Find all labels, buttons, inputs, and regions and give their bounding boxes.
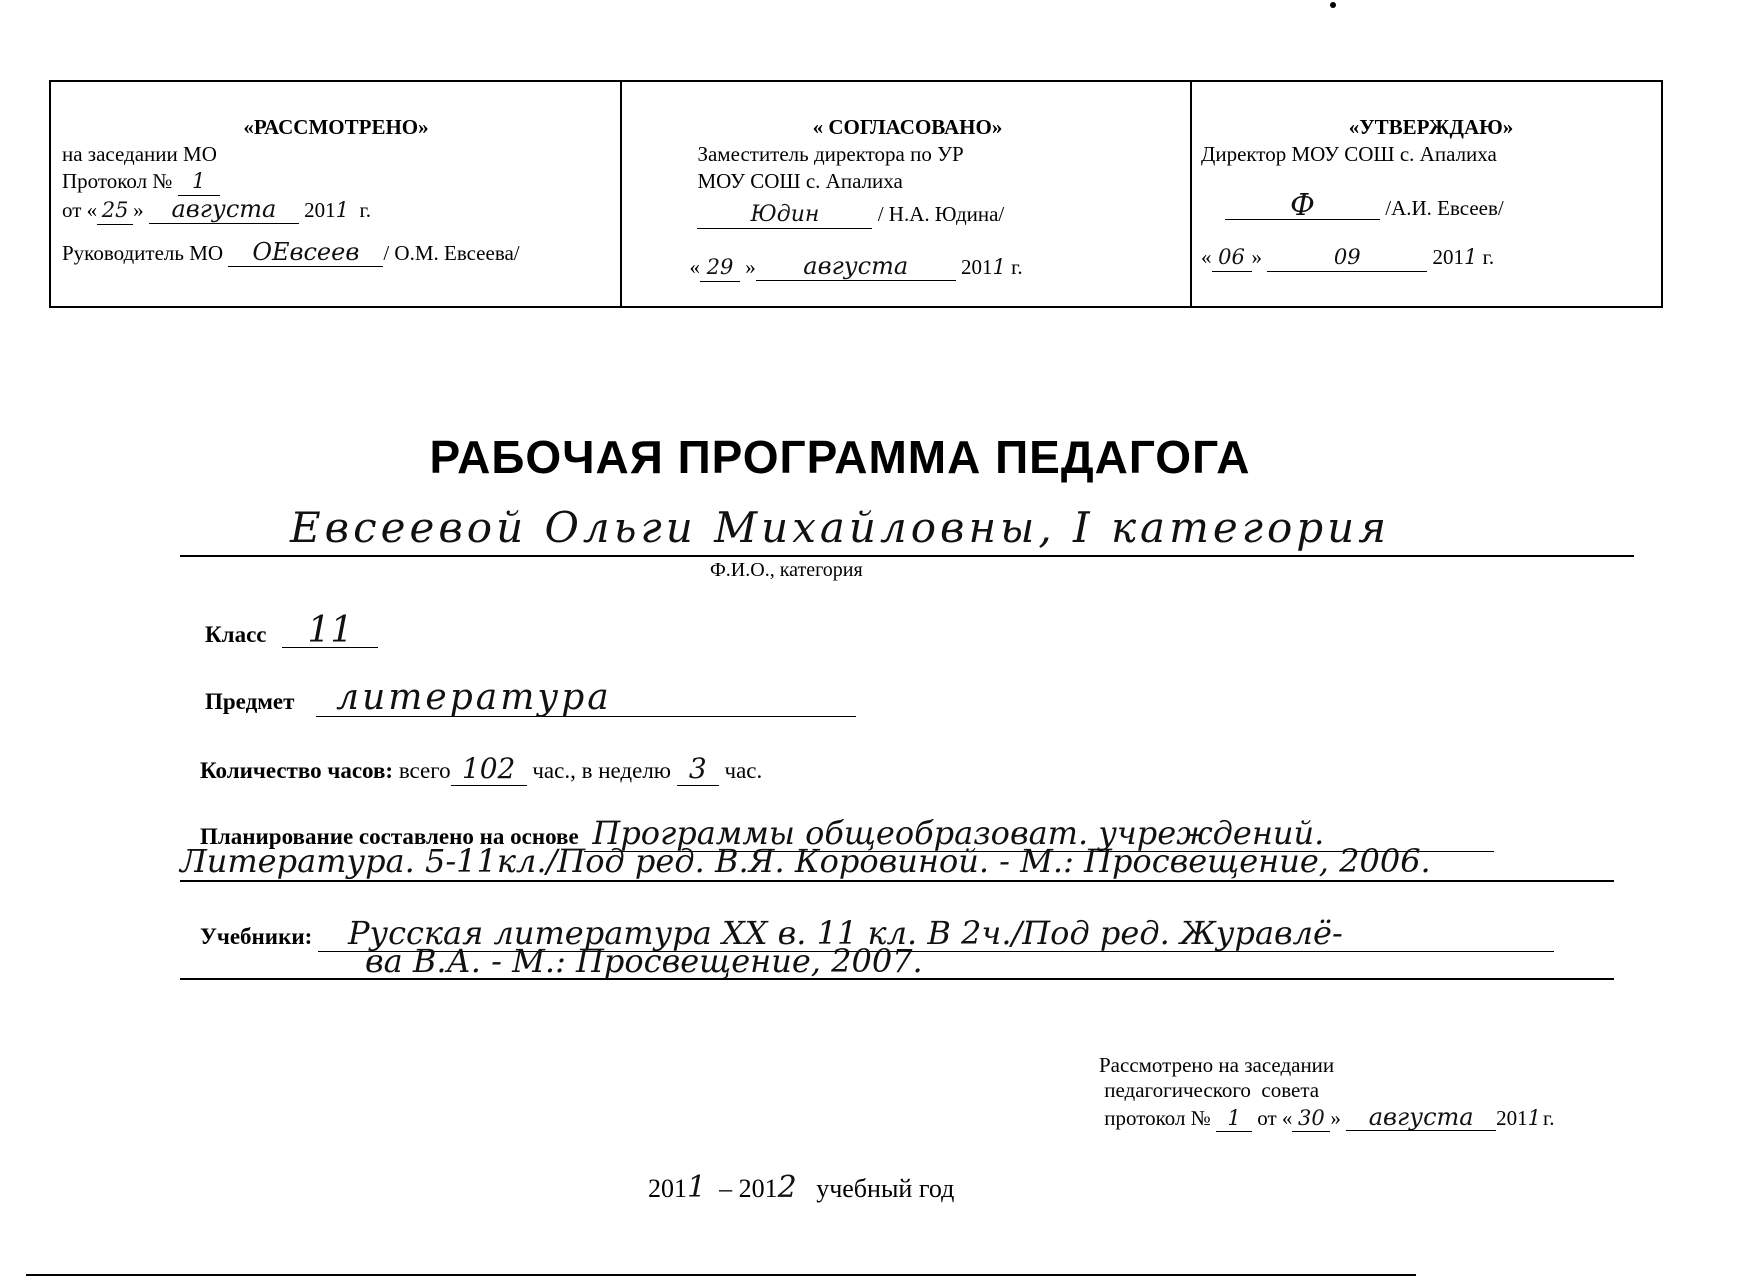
bottom-rule [26, 1274, 1416, 1276]
date-day-close: » [133, 198, 144, 222]
mo-meeting-text: на заседании МО [62, 142, 217, 166]
director-date-open: « [1201, 245, 1212, 269]
agreed-heading: « СОГЛАСОВАНО» [812, 115, 1003, 139]
class-label: Класс [205, 622, 267, 647]
agreed-block [620, 82, 1190, 306]
council-line3 [1099, 1105, 1555, 1132]
school-year [648, 1170, 954, 1205]
year-suffix: учебный год [796, 1174, 955, 1203]
year-dash: – 201 [706, 1174, 778, 1203]
director-signature: Ф [1225, 192, 1380, 220]
approval-table [49, 80, 1663, 308]
class-value: 11 [282, 615, 378, 648]
teacher-name-caption: Ф.И.О., категория [710, 559, 863, 581]
hours-label: Количество часов: [200, 758, 394, 783]
textbooks-line2: ва В.А. - М.: Просвещение, 2007. [180, 942, 1614, 980]
subject-field [205, 677, 856, 718]
council-line2: педагогического совета [1099, 1078, 1320, 1102]
hours-total-value: 102 [451, 752, 527, 786]
hours-total-label: всего [398, 758, 451, 783]
director-date-day-close: » [1251, 245, 1262, 269]
council-line1: Рассмотрено на заседании [1099, 1053, 1335, 1077]
approved-block [1190, 82, 1661, 306]
reviewed-heading: «РАССМОТРЕНО» [243, 115, 429, 139]
council-protocol-number: 1 [1216, 1106, 1252, 1132]
director-date-year-digit: 1 [1464, 245, 1478, 269]
deputy-school: МОУ СОШ с. Апалиха [697, 169, 903, 193]
council-day: 30 [1292, 1106, 1330, 1132]
director-title: Директор МОУ СОШ с. Апалиха [1201, 142, 1497, 166]
director-date-line [1201, 244, 1661, 272]
basis-line2: Литература. 5-11кл./Под ред. В.Я. Коровиной. - М.: Просвещение, 2006. [180, 842, 1614, 882]
date-from-label: от « [62, 198, 98, 222]
date-day: 25 [97, 197, 133, 225]
textbooks-line1: Русская литература XX в. 11 кл. В 2ч./Под ред. Журавлё- [318, 915, 1554, 952]
director-name: /А.И. Евсеев/ [1385, 196, 1504, 220]
hours-total-unit: час., в неделю [532, 758, 671, 783]
protocol-number: 1 [178, 168, 220, 196]
deputy-date-month: августа [756, 253, 956, 281]
deputy-date-year-suffix: г. [1005, 255, 1023, 279]
deputy-date-day: 29 [700, 254, 740, 282]
textbooks-label: Учебники: [200, 924, 313, 949]
date-line [62, 196, 620, 225]
subject-label: Предмет [205, 689, 295, 714]
head-line [62, 239, 620, 267]
director-sign-line [1201, 188, 1661, 223]
scan-dot [1330, 2, 1336, 8]
director-date-day: 06 [1212, 244, 1252, 272]
director-date-year-suffix: г. [1477, 245, 1495, 269]
subject-value: литература [316, 680, 856, 717]
council-month: августа [1346, 1105, 1496, 1131]
council-note [1099, 1053, 1555, 1132]
reviewed-block [51, 82, 620, 306]
date-month: августа [149, 196, 299, 224]
council-day-close: » [1330, 1106, 1341, 1130]
director-date-month: 09 [1267, 244, 1427, 272]
council-from-label: от « [1257, 1106, 1293, 1130]
basis-line1: Программы общеобразоват. учреждений. [584, 815, 1494, 852]
council-year-digit: 1 [1527, 1106, 1542, 1130]
basis-label: Планирование составлено на основе [200, 824, 579, 849]
hours-weekly-unit: час. [724, 758, 763, 783]
deputy-date-year-prefix: 201 [960, 255, 993, 279]
council-protocol-label: протокол № [1099, 1106, 1211, 1130]
deputy-sign-line [697, 201, 1190, 229]
date-year-suffix: г. [349, 198, 372, 222]
director-date-year-prefix: 201 [1432, 245, 1464, 269]
deputy-date-day-close: » [739, 255, 756, 279]
deputy-date-open: « [689, 255, 700, 279]
deputy-name: / Н.А. Юдина/ [877, 202, 1005, 226]
date-year-digit: 1 [335, 198, 350, 222]
year-start-prefix: 201 [648, 1174, 687, 1203]
council-year-prefix: 201 [1496, 1106, 1528, 1130]
head-label: Руководитель МО [62, 241, 224, 265]
council-year-suffix: г. [1543, 1106, 1555, 1130]
date-year-prefix: 201 [304, 198, 336, 222]
hours-field [200, 752, 762, 786]
deputy-date-year-digit: 1 [992, 255, 1006, 279]
class-field [205, 610, 378, 651]
deputy-signature: Юдин [697, 201, 872, 229]
protocol-line [62, 168, 620, 196]
deputy-date-line [689, 253, 1190, 282]
document-title: РАБОЧАЯ ПРОГРАММА ПЕДАГОГА [429, 431, 1251, 483]
head-signature: OЕвсеев [228, 239, 383, 267]
head-name: / О.М. Евсеева/ [383, 241, 520, 265]
year-end-digit: 2 [777, 1170, 797, 1205]
hours-weekly-value: 3 [677, 752, 719, 786]
deputy-title: Заместитель директора по УР [697, 142, 964, 166]
teacher-name-line [180, 503, 1634, 557]
teacher-name-value: Евсеевой Ольги Михайловны, I категория [290, 503, 1391, 552]
year-start-digit: 1 [687, 1170, 707, 1205]
approved-heading: «УТВЕРЖДАЮ» [1348, 115, 1514, 139]
protocol-label: Протокол № [62, 169, 173, 193]
